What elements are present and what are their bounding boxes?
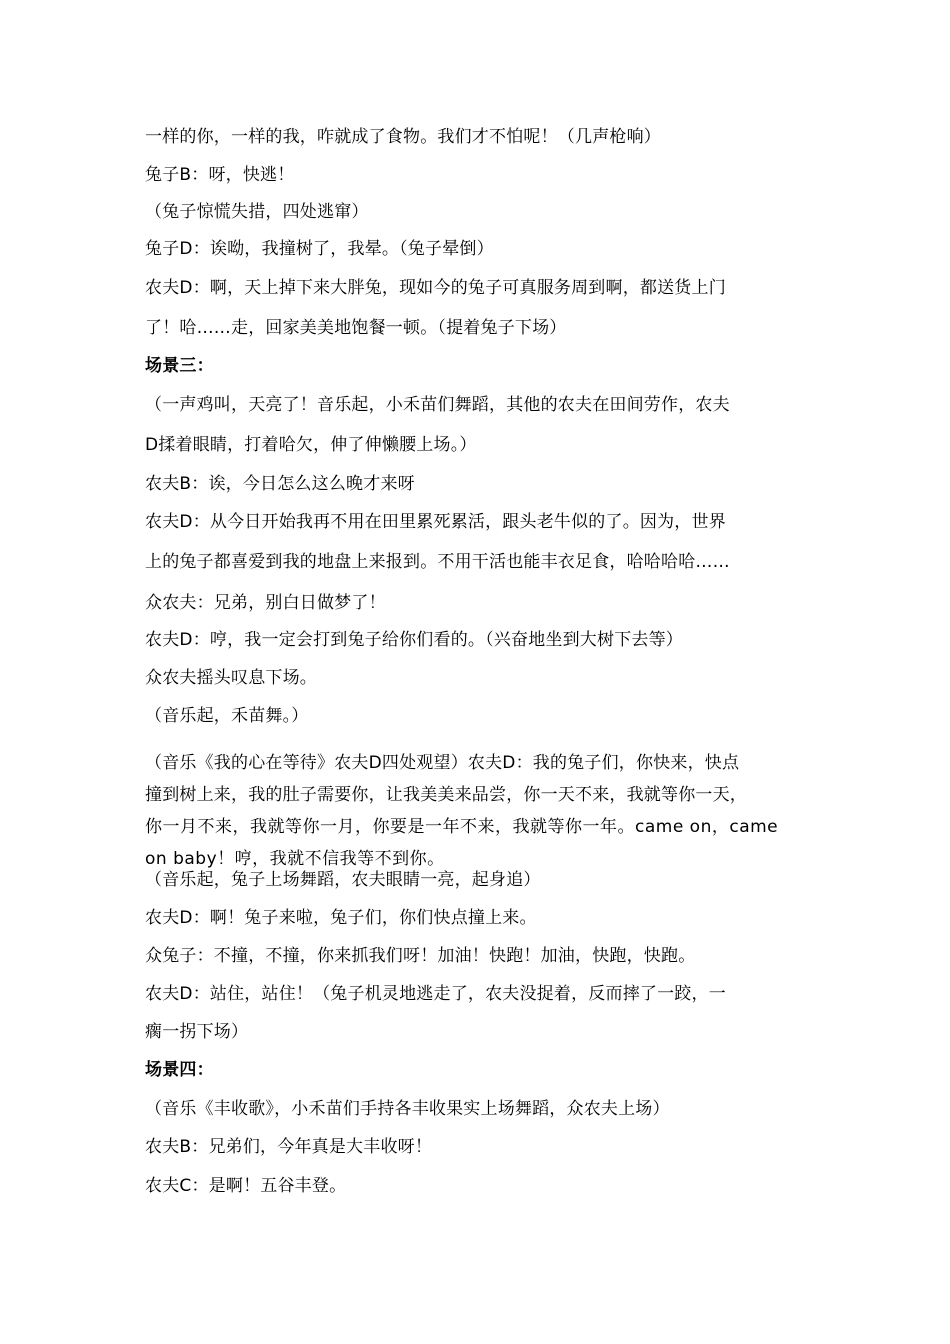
text-line: （音乐《我的心在等待》农夫D四处观望）农夫D：我的兔子们，你快来，快点 xyxy=(145,753,740,773)
text-line: （一声鸡叫，天亮了！音乐起，小禾苗们舞蹈，其他的农夫在田间劳作，农夫 xyxy=(145,395,730,415)
text-line: 农夫D：啊，天上掉下来大胖兔，现如今的兔子可真服务周到啊，都送货上门 xyxy=(145,278,726,298)
text-line: 撞到树上来，我的肚子需要你，让我美美来品尝，你一天不来，我就等你一天， xyxy=(145,785,747,805)
text-line: on baby！哼，我就不信我等不到你。 xyxy=(145,849,445,869)
text-line: （音乐《丰收歌》，小禾苗们手持各丰收果实上场舞蹈，众农夫上场） xyxy=(145,1099,670,1119)
text-line: 农夫D：啊！兔子来啦，兔子们，你们快点撞上来。 xyxy=(145,908,537,928)
text-line: 上的兔子都喜爱到我的地盘上来报到。不用干活也能丰衣足食，哈哈哈哈…… xyxy=(145,552,730,572)
text-line: 兔子D：诶呦，我撞树了，我晕。（兔子晕倒） xyxy=(145,239,494,259)
text-line: 农夫B：诶，今日怎么这么晚才来呀 xyxy=(145,474,415,494)
text-line: 瘸一拐下场） xyxy=(145,1022,249,1042)
text-line: 农夫D：站住，站住！（兔子机灵地逃走了，农夫没捉着，反而摔了一跤，一 xyxy=(145,984,726,1004)
text-line: 兔子B：呀，快逃！ xyxy=(145,165,295,185)
text-line: 农夫B：兄弟们，今年真是大丰收呀！ xyxy=(145,1137,433,1157)
scene-heading: 场景三： xyxy=(145,356,214,376)
text-line: 了！哈……走，回家美美地饱餐一顿。（提着兔子下场） xyxy=(145,318,567,338)
text-line: 众农夫：兄弟，别白日做梦了！ xyxy=(145,593,386,613)
text-line: 你一月不来，我就等你一月，你要是一年不来，我就等你一年。came on，came xyxy=(145,817,779,837)
text-line: 众农夫摇头叹息下场。 xyxy=(145,668,317,688)
text-line: 一样的你，一样的我，咋就成了食物。我们才不怕呢！（几声枪响） xyxy=(145,127,661,147)
text-line: 农夫D：哼，我一定会打到兔子给你们看的。（兴奋地坐到大树下去等） xyxy=(145,630,683,650)
text-line: （音乐起，兔子上场舞蹈，农夫眼睛一亮，起身追） xyxy=(145,870,541,890)
scene-heading: 场景四： xyxy=(145,1060,214,1080)
text-line: （兔子惊慌失措，四处逃窜） xyxy=(145,202,369,222)
text-line: D揉着眼睛，打着哈欠，伸了伸懒腰上场。） xyxy=(145,435,477,455)
text-line: 农夫D：从今日开始我再不用在田里累死累活，跟头老牛似的了。因为，世界 xyxy=(145,512,726,532)
text-line: 农夫C：是啊！五谷丰登。 xyxy=(145,1176,347,1196)
text-line: 众兔子：不撞，不撞，你来抓我们呀！加油！快跑！加油，快跑，快跑。 xyxy=(145,946,696,966)
text-line: （音乐起，禾苗舞。） xyxy=(145,706,309,726)
